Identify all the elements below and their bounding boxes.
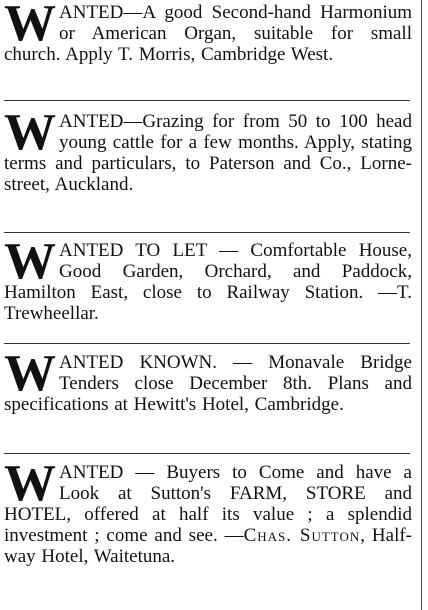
ad-divider [4, 343, 410, 344]
classified-ad-harmonium [4, 2, 412, 65]
classified-ad-tenders [4, 345, 412, 415]
classified-ad-grazing [4, 104, 412, 195]
ad-text: ANTED—A good Second-hand Harmonium or American Organ, suitable for small church. Apply T. Morris, Cambridge West. [4, 2, 412, 65]
ad-body [4, 104, 412, 195]
ad-text: ANTED — Buyers to Come and have a Look at Sutton's FARM, STORE and HOTEL, offered at half its value ; a splendid investment ; come and see. — [4, 462, 412, 546]
ad-body [4, 2, 412, 65]
ad-divider [4, 100, 410, 101]
classified-ad-to-let [4, 233, 412, 324]
classified-ad-sutton-farm [4, 455, 413, 567]
ad-divider [4, 232, 410, 233]
drop-cap: W [4, 455, 56, 512]
drop-cap: W [4, 0, 56, 52]
ad-body [4, 345, 412, 415]
ad-signature: Chas. Sutton [243, 525, 361, 546]
drop-cap: W [4, 345, 56, 402]
column-rule [421, 0, 422, 610]
ad-text: ANTED—Grazing for from 50 to 100 head young cattle for a few months. Apply, stating terms and particulars, to Paterson and Co., Lorne-street, Auckland. [4, 111, 412, 195]
ad-text: ANTED TO LET — Comfortable House, Good Garden, Orchard, and Paddock, Hamilton East, close to Railway Station. —T. Trewheellar. [4, 240, 412, 324]
ad-text: ANTED KNOWN. — Monavale Bridge Tenders close December 8th. Plans and specifications at Hewitt's Hotel, Cambridge. [4, 352, 412, 415]
ad-body [4, 455, 413, 567]
drop-cap: W [4, 104, 56, 161]
ad-text-tail: , Half-way Hotel, Waitetuna. [4, 525, 413, 567]
drop-cap: W [4, 233, 56, 290]
ad-divider [4, 453, 410, 454]
ad-body [4, 233, 412, 324]
